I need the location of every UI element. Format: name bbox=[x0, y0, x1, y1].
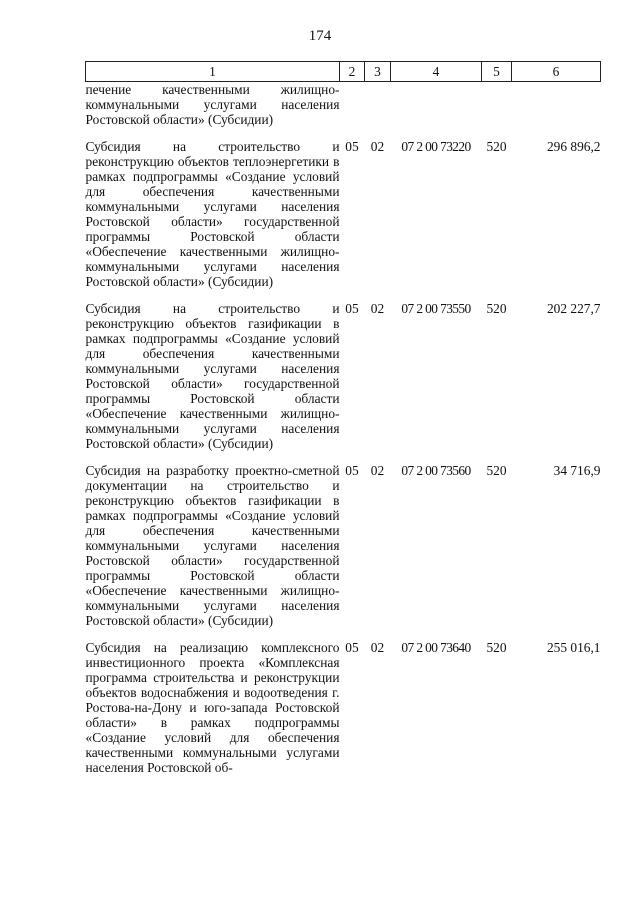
row-name: Субсидия на реализацию комплексного инвестиционного проекта «Комплексная программа строительства и реконструкции объектов водоснабжения и водоотведения г. Ростова-на-Дону и юго-запада Ростовской области» в рамках подпрограммы «Создание условий для обеспечения качественными коммунальными услугами населения Ростовской об- bbox=[85, 640, 340, 775]
row-section: 05 bbox=[345, 640, 359, 655]
row-section: 05 bbox=[345, 463, 359, 478]
table-row bbox=[86, 289, 601, 451]
table-row bbox=[86, 127, 601, 289]
row-amount: 255 016,1 bbox=[546, 640, 601, 655]
row-target-code bbox=[391, 82, 482, 128]
row-expense-type: 520 bbox=[486, 463, 507, 478]
row-amount: 202 227,7 bbox=[546, 301, 601, 316]
row-subsection: 02 bbox=[370, 301, 385, 316]
row-name: Субсидия на строительство и реконструкцию объектов теплоэнергетики в рамках подпрограммы «Создание условий для обеспечения качественными коммунальными услугами населения Ростовской области» государственной программы Ростовской области «Обеспечение качественными жилищно-коммунальными услугами населения Ростовской области» (Субсидии) bbox=[85, 139, 340, 289]
column-header: 6 bbox=[512, 62, 601, 82]
table-row bbox=[86, 82, 601, 128]
page-number: 174 bbox=[308, 28, 332, 44]
row-section: 05 bbox=[345, 301, 359, 316]
row-subsection: 02 bbox=[370, 640, 385, 655]
row-target-code: 07 2 00 73550 bbox=[401, 301, 471, 316]
column-header: 2 bbox=[340, 62, 365, 82]
row-target-code: 07 2 00 73640 bbox=[401, 640, 471, 655]
column-header: 1 bbox=[86, 62, 340, 82]
row-subsection bbox=[365, 82, 391, 128]
row-subsection: 02 bbox=[370, 463, 385, 478]
row-subsection: 02 bbox=[370, 139, 385, 154]
row-expense-type: 520 bbox=[486, 640, 507, 655]
row-section: 05 bbox=[345, 139, 359, 154]
row-expense-type: 520 bbox=[486, 301, 507, 316]
row-name: Субсидия на разработку проектно-сметной документации на строительство и реконструкцию объектов газификации в рамках подпрограммы «Создание условий для обеспечения качественными коммунальными услугами населения Ростовской области» государственной программы Ростовской области «Обеспечение качественными жилищно-коммунальными услугами населения Ростовской области» (Субсидии) bbox=[85, 463, 340, 628]
row-name: Субсидия на строительство и реконструкцию объектов газификации в рамках подпрограммы «Создание условий для обеспечения качественными коммунальными услугами населения Ростовской области» государственной программы Ростовской области «Обеспечение качественными жилищно-коммунальными услугами населения Ростовской области» (Субсидии) bbox=[85, 301, 340, 451]
column-header: 3 bbox=[365, 62, 391, 82]
table-row bbox=[86, 628, 601, 775]
column-header: 5 bbox=[482, 62, 512, 82]
row-amount: 296 896,2 bbox=[546, 139, 601, 154]
row-target-code: 07 2 00 73220 bbox=[401, 139, 471, 154]
row-amount bbox=[512, 82, 601, 128]
row-section bbox=[340, 82, 365, 128]
table-row bbox=[86, 451, 601, 628]
column-header: 4 bbox=[391, 62, 482, 82]
row-expense-type: 520 bbox=[486, 139, 507, 154]
row-expense-type bbox=[482, 82, 512, 128]
budget-table bbox=[85, 61, 601, 775]
row-name: печение качественными жилищно-коммунальными услугами населения Ростовской области» (Субсидии) bbox=[85, 82, 340, 127]
row-target-code: 07 2 00 73560 bbox=[401, 463, 471, 478]
table-header-row bbox=[86, 62, 601, 82]
row-amount: 34 716,9 bbox=[553, 463, 601, 478]
